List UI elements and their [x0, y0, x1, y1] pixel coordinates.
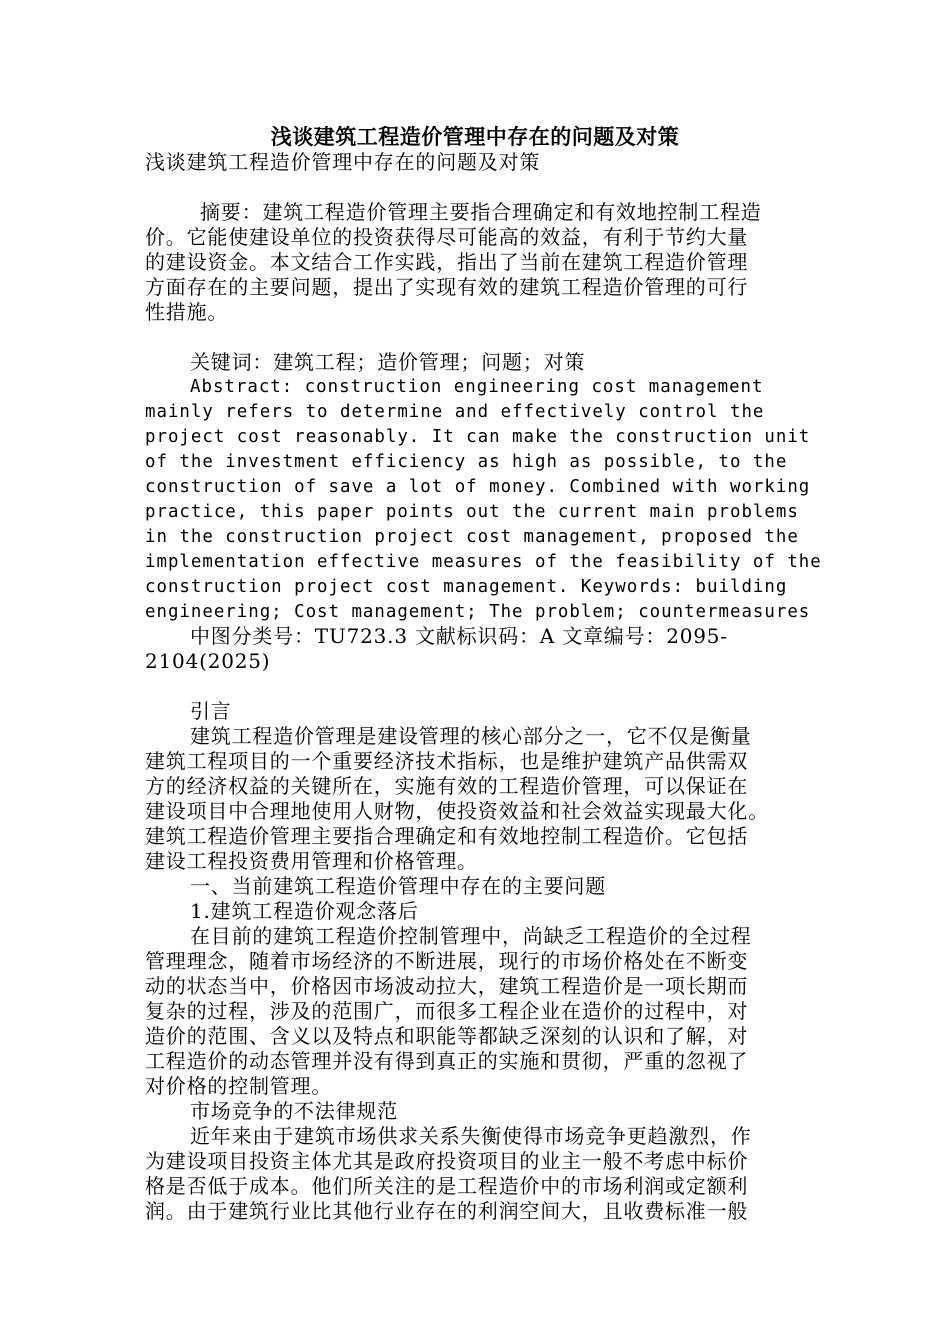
- body-line: 格是否低于成本。他们所关注的是工程造价中的市场利润或定额利: [145, 1174, 749, 1198]
- intro-line: 建筑工程项目的一个重要经济技术指标，也是维护建筑产品供需双: [145, 749, 749, 773]
- body-line: 复杂的过程，涉及的范围广，而很多工程企业在造价的过程中，对: [145, 999, 749, 1023]
- body-line: 工程造价的动态管理并没有得到真正的实施和贯彻，严重的忽视了: [145, 1049, 749, 1073]
- body-line: 在目前的建筑工程造价控制管理中，尚缺乏工程造价的全过程: [190, 924, 752, 948]
- keywords-cn: 关键词：建筑工程；造价管理；问题；对策: [190, 350, 586, 374]
- abstract-en-line: of the investment efficiency as high as possible, to the: [145, 452, 788, 472]
- intro-line: 建设工程投资费用管理和价格管理。: [145, 849, 478, 873]
- abstract-en-line: in the construction project cost management, proposed the: [145, 527, 799, 547]
- intro-line: 建设项目中合理地使用人财物，使投资效益和社会效益实现最大化。: [145, 799, 769, 823]
- subsection-heading: 市场竞争的不法律规范: [190, 1099, 398, 1123]
- abstract-line: 性措施。: [145, 300, 229, 324]
- abstract-en-line: engineering; Cost management; The problem; countermeasures: [145, 602, 811, 622]
- intro-line: 方的经济权益的关键所在，实施有效的工程造价管理，可以保证在: [145, 774, 749, 798]
- abstract-line: 方面存在的主要问题，提出了实现有效的建筑工程造价管理的可行: [145, 275, 749, 299]
- intro-line: 建筑工程造价管理主要指合理确定和有效地控制工程造价。它包括: [145, 824, 749, 848]
- abstract-en-line: project cost reasonably. It can make the construction unit: [145, 427, 811, 447]
- body-line: 为建设项目投资主体尤其是政府投资项目的业主一般不考虑中标价: [145, 1149, 749, 1173]
- subtitle: 浅谈建筑工程造价管理中存在的问题及对策: [145, 150, 541, 174]
- classification-line: 2104(2025): [145, 649, 271, 673]
- intro-heading: 引言: [190, 699, 232, 723]
- body-line: 对价格的控制管理。: [145, 1074, 333, 1098]
- subsection-heading: 1.建筑工程造价观念落后: [190, 899, 419, 923]
- abstract-en-line: practice, this paper points out the current main problems: [145, 502, 799, 522]
- body-line: 动的状态当中，价格因市场波动拉大，建筑工程造价是一项长期而: [145, 974, 749, 998]
- abstract-en-line: Abstract: construction engineering cost management: [190, 377, 764, 397]
- section-heading: 一、当前建筑工程造价管理中存在的主要问题: [190, 874, 606, 898]
- abstract-line: 摘要：建筑工程造价管理主要指合理确定和有效地控制工程造: [200, 200, 762, 224]
- abstract-line: 价。它能使建设单位的投资获得尽可能高的效益，有利于节约大量: [145, 225, 749, 249]
- body-line: 管理理念，随着市场经济的不断进展，现行的市场价格处在不断变: [145, 949, 749, 973]
- abstract-en-line: construction project cost management. Keywords: building: [145, 577, 788, 597]
- abstract-en-line: construction of save a lot of money. Combined with working: [145, 477, 811, 497]
- classification-line: 中图分类号：TU723.3 文献标识码：A 文章编号：2095-: [190, 624, 728, 648]
- document-title: 浅谈建筑工程造价管理中存在的问题及对策: [270, 124, 680, 149]
- abstract-line: 的建设资金。本文结合工作实践，指出了当前在建筑工程造价管理: [145, 250, 749, 274]
- body-line: 近年来由于建筑市场供求关系失衡使得市场竞争更趋激烈，作: [190, 1124, 752, 1148]
- body-line: 造价的范围、含义以及特点和职能等都缺乏深刻的认识和了解，对: [145, 1024, 749, 1048]
- abstract-en-line: mainly refers to determine and effectively control the: [145, 402, 765, 422]
- body-line: 润。由于建筑行业比其他行业存在的利润空间大，且收费标准一般: [145, 1199, 749, 1223]
- abstract-en-line: implementation effective measures of the feasibility of the: [145, 552, 822, 572]
- intro-line: 建筑工程造价管理是建设管理的核心部分之一，它不仅是衡量: [190, 724, 752, 748]
